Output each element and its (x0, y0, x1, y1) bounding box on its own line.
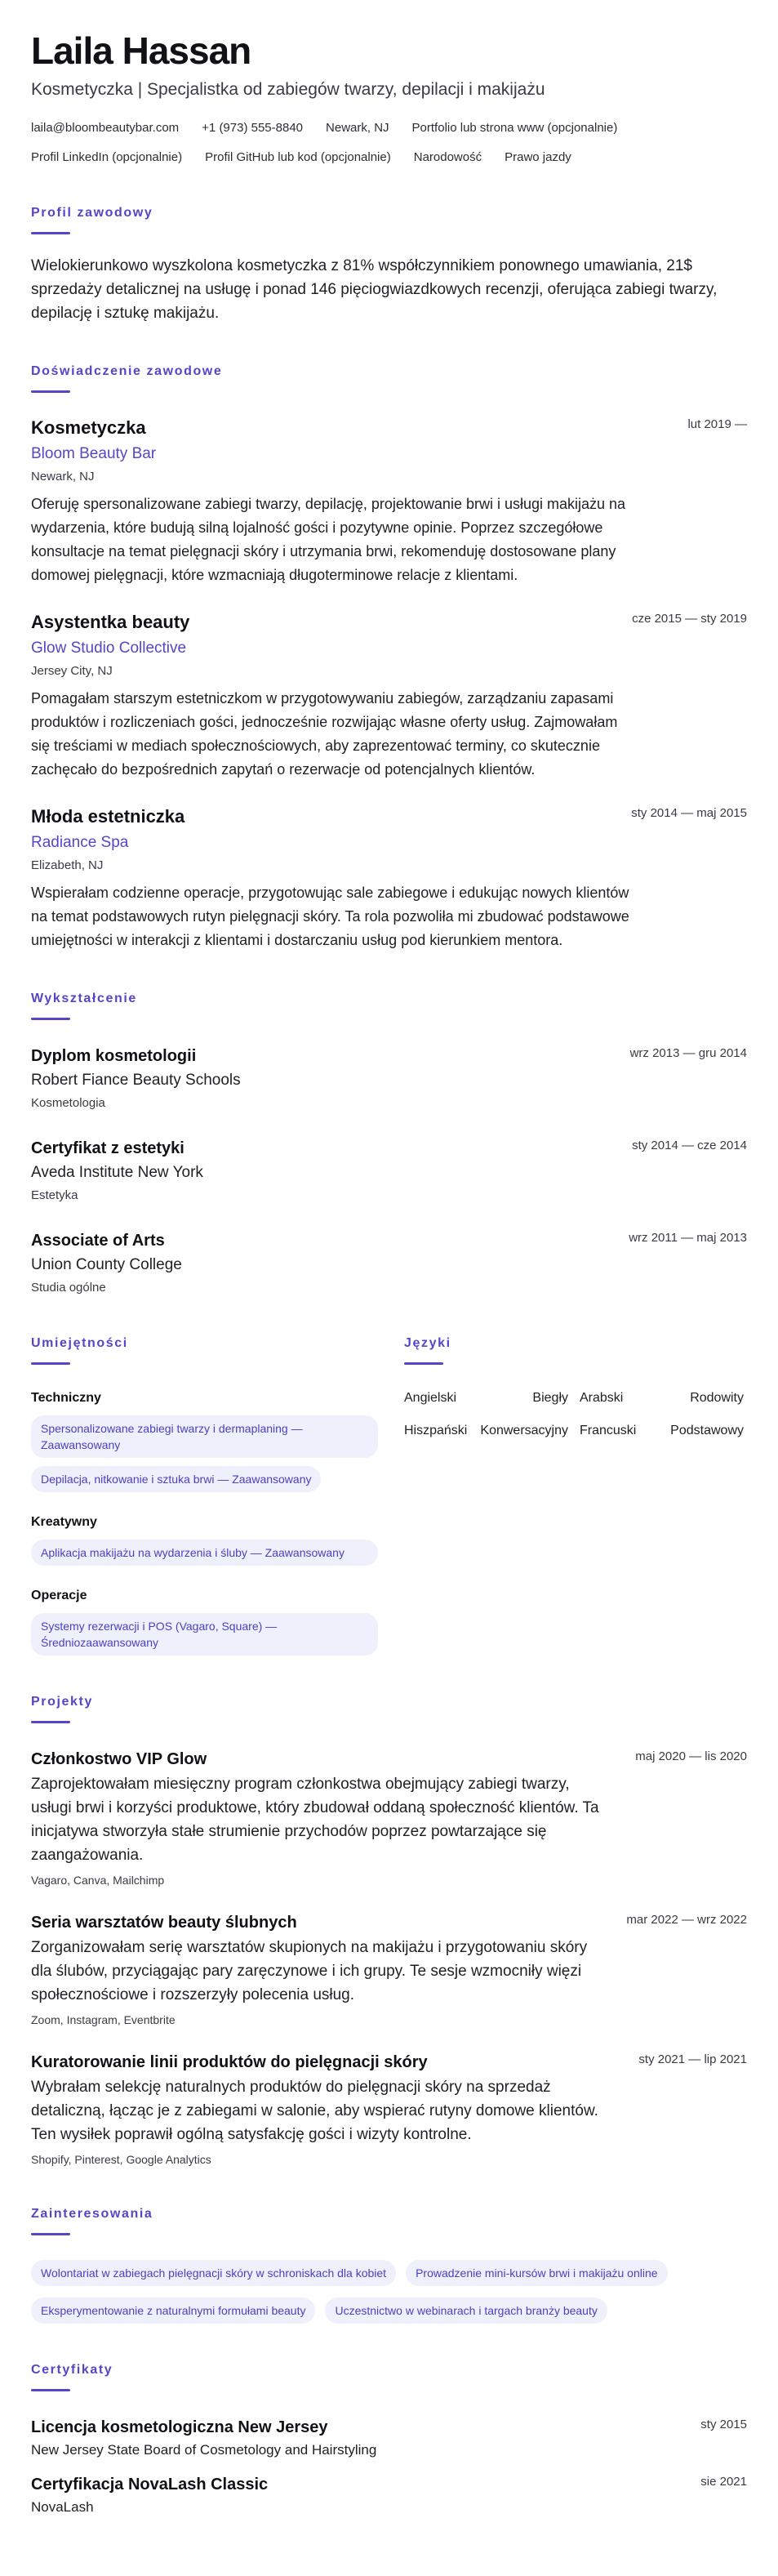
contact-nationality: Narodowość (413, 150, 482, 164)
section-title: Doświadczenie zawodowe (31, 364, 223, 378)
resume-header (31, 28, 747, 167)
education-school: Robert Fiance Beauty Schools (31, 1072, 241, 1089)
certificate-date: sie 2021 (700, 2475, 747, 2489)
skills-languages-row (31, 1335, 747, 1656)
education-degree: Certyfikat z estetyki (31, 1139, 184, 1157)
section-title: Wykształcenie (31, 992, 137, 1005)
interest-pill: Eksperymentowanie z naturalnymi formułami beauty (31, 2297, 315, 2324)
experience-section (31, 363, 747, 952)
education-field: Studia ogólne (31, 1281, 106, 1295)
skill-pill: Depilacja, nitkowanie i sztuka brwi — Zaawansowany (31, 1466, 321, 1492)
project-date: maj 2020 — lis 2020 (635, 1749, 747, 1763)
interests-section (31, 2205, 747, 2324)
certificate-entry (31, 2416, 747, 2460)
profile-section (31, 204, 747, 325)
education-date: sty 2014 — cze 2014 (632, 1139, 747, 1152)
skill-pill: Spersonalizowane zabiegi twarzy i dermaplaning — Zaawansowany (31, 1415, 378, 1458)
contact-list (31, 119, 747, 167)
experience-company: Radiance Spa (31, 834, 129, 851)
experience-date: sty 2014 — maj 2015 (631, 806, 747, 820)
experience-description: Oferuję spersonalizowane zabiegi twarzy, depilację, projektowanie brwi i usługi makijażu na wydarzenia, które budują silną lojalność gości i pozytywne opinie. Poprzez szczegółowe konsultacje na temat pielęgnacji skóry i utrzymania brwi, rekomenduję dostosowane plany domowej pielęgnacji, które wzmacniają długoterminowe relacje z klientami. (31, 496, 626, 583)
experience-entry (31, 416, 747, 587)
project-description: Zorganizowałam serię warsztatów skupionych na makijażu i przygotowaniu skóry dla ślubów, przyciągając pary zaręczynowe i ich grupy. Te sesje wzmocniły więzi społecznościowe i rozszerzyły polecenia usług. (31, 1939, 588, 2003)
candidate-name: Laila Hassan (31, 29, 251, 72)
skill-category: Techniczny (31, 1391, 101, 1405)
language-list (404, 1389, 744, 1440)
projects-section (31, 1693, 747, 2168)
project-entry (31, 2051, 747, 2168)
languages-section (404, 1335, 744, 1656)
language-level: Rodowity (690, 1391, 744, 1405)
interest-list (31, 2260, 747, 2324)
education-school: Aveda Institute New York (31, 1164, 203, 1181)
education-date: wrz 2013 — gru 2014 (629, 1046, 747, 1060)
certificate-issuer: NovaLash (31, 2499, 94, 2515)
experience-location: Jersey City, NJ (31, 664, 113, 678)
project-description: Wybrałam selekcję naturalnych produktów do pielęgnacji skóry na sprzedaż detaliczną, łącząc je z zabiegami w salonie, aby wspierać rutyny domowe klientów. Ten wysiłek poprawił ogólną satysfakcję gości i wizyty kontrolne. (31, 2079, 598, 2143)
section-title: Zainteresowania (31, 2207, 153, 2221)
skills-section (31, 1335, 378, 1656)
project-date: sty 2021 — lip 2021 (638, 2052, 747, 2066)
candidate-headline: Kosmetyczka | Specjalistka od zabiegów twarzy, depilacji i makijażu (31, 80, 545, 99)
education-school: Union County College (31, 1256, 182, 1273)
experience-entry (31, 804, 747, 952)
language-name: Arabski (580, 1391, 624, 1405)
section-title: Projekty (31, 1695, 93, 1709)
experience-entry (31, 610, 747, 782)
contact-github[interactable]: Profil GitHub lub kod (opcjonalnie) (205, 150, 391, 164)
section-divider (31, 1362, 70, 1365)
interest-pill: Prowadzenie mini-kursów brwi i makijażu online (406, 2260, 667, 2286)
education-date: wrz 2011 — maj 2013 (629, 1231, 747, 1245)
project-title: Członkostwo VIP Glow (31, 1750, 207, 1768)
certificate-name: Certyfikacja NovaLash Classic (31, 2476, 269, 2494)
project-entry (31, 1748, 747, 1888)
certificate-date: sty 2015 (700, 2418, 747, 2431)
education-field: Estetyka (31, 1188, 78, 1202)
contact-linkedin[interactable]: Profil LinkedIn (opcjonalnie) (31, 150, 183, 164)
education-entry (31, 1045, 747, 1112)
contact-phone[interactable]: +1 (973) 555-8840 (202, 121, 304, 135)
skill-category: Operacje (31, 1589, 87, 1602)
education-degree: Associate of Arts (31, 1232, 165, 1250)
project-entry (31, 1911, 747, 2028)
certificate-entry (31, 2473, 747, 2517)
language-level: Biegły (532, 1391, 568, 1405)
experience-date: cze 2015 — sty 2019 (632, 612, 747, 626)
language-name: Hiszpański (404, 1424, 468, 1437)
language-name: Francuski (580, 1424, 637, 1437)
section-divider (31, 2233, 70, 2235)
project-tools: Vagaro, Canva, Mailchimp (31, 1874, 165, 1887)
project-date: mar 2022 — wrz 2022 (626, 1913, 747, 1927)
experience-location: Elizabeth, NJ (31, 858, 104, 872)
experience-date: lut 2019 — (687, 417, 747, 431)
project-description: Zaprojektowałam miesięczny program członkostwa obejmujący zabiegi twarzy, usługi brwi i korzyści produktowe, który zbudował oddaną społeczność klientów. Ta inicjatywa stworzyła stałe strumienie przychodów poprzez powtarzające się zaangażowania. (31, 1776, 599, 1864)
experience-description: Pomagałam starszym estetniczkom w przygotowywaniu zabiegów, zarządzaniu zapasami produktów i rozliczeniach gości, jednocześnie rozwijając własne oferty usług. Zajmowałam się treściami w mediach społecznościowych, aby zaprezentować terminy, co skutecznie zachęcało do bezpośrednich zapytań o rezerwacje od potencjalnych klientów. (31, 690, 618, 778)
experience-company: Glow Studio Collective (31, 640, 187, 657)
education-degree: Dyplom kosmetologii (31, 1047, 197, 1065)
certificate-issuer: New Jersey State Board of Cosmetology and Hairstyling (31, 2442, 377, 2458)
contact-location: Newark, NJ (326, 121, 389, 135)
experience-role: Młoda estetniczka (31, 806, 185, 827)
section-title: Profil zawodowy (31, 206, 153, 220)
project-title: Kuratorowanie linii produktów do pielęgnacji skóry (31, 2053, 428, 2071)
skill-category: Kreatywny (31, 1515, 97, 1529)
language-name: Angielski (404, 1391, 457, 1405)
project-tools: Shopify, Pinterest, Google Analytics (31, 2153, 211, 2166)
section-divider (404, 1362, 443, 1365)
certificates-section (31, 2361, 747, 2517)
education-field: Kosmetologia (31, 1096, 105, 1110)
language-level: Podstawowy (670, 1424, 744, 1437)
section-divider (31, 390, 70, 393)
contact-email[interactable]: laila@bloombeautybar.com (31, 121, 180, 135)
section-title: Certyfikaty (31, 2363, 113, 2377)
certificate-name: Licencja kosmetologiczna New Jersey (31, 2418, 328, 2436)
section-title: Języki (404, 1336, 451, 1350)
project-tools: Zoom, Instagram, Eventbrite (31, 2013, 176, 2026)
section-divider (31, 1018, 70, 1020)
interest-pill: Wolontariat w zabiegach pielęgnacji skóry w schroniskach dla kobiet (31, 2260, 396, 2286)
profile-summary: Wielokierunkowo wyszkolona kosmetyczka z 81% współczynnikiem ponownego umawiania, 21$ sprzedaży detalicznej na usługę i ponad 146 pięciogwiazdkowych recenzji, oferująca zabiegi twarzy, depilację i sztukę makijażu. (31, 257, 718, 322)
interest-pill: Uczestnictwo w webinarach i targach branży beauty (325, 2297, 607, 2324)
experience-location: Newark, NJ (31, 470, 95, 484)
section-divider (31, 232, 70, 234)
section-divider (31, 2389, 70, 2391)
education-section (31, 990, 747, 1297)
experience-description: Wspierałam codzienne operacje, przygotowując sale zabiegowe i edukując nowych klientów na temat podstawowych rutyn pielęgnacji skóry. Ta rola pozwoliła mi zbudować podstawowe umiejętności w interakcji z klientami i dostarczaniu usług pod kierunkiem mentora. (31, 885, 629, 948)
section-divider (31, 1721, 70, 1723)
language-level: Konwersacyjny (480, 1424, 568, 1437)
education-entry (31, 1137, 747, 1205)
experience-role: Kosmetyczka (31, 417, 146, 438)
project-title: Seria warsztatów beauty ślubnych (31, 1914, 297, 1932)
education-entry (31, 1229, 747, 1297)
section-title: Umiejętności (31, 1336, 128, 1350)
skill-pill: Aplikacja makijażu na wydarzenia i śluby — Zaawansowany (31, 1540, 378, 1566)
experience-role: Asystentka beauty (31, 612, 190, 632)
skill-pill: Systemy rezerwacji i POS (Vagaro, Square) — Średniozaawansowany (31, 1613, 378, 1656)
contact-driving-license: Prawo jazdy (505, 150, 571, 164)
contact-portfolio[interactable]: Portfolio lub strona www (opcjonalnie) (411, 121, 618, 135)
experience-company: Bloom Beauty Bar (31, 445, 157, 462)
